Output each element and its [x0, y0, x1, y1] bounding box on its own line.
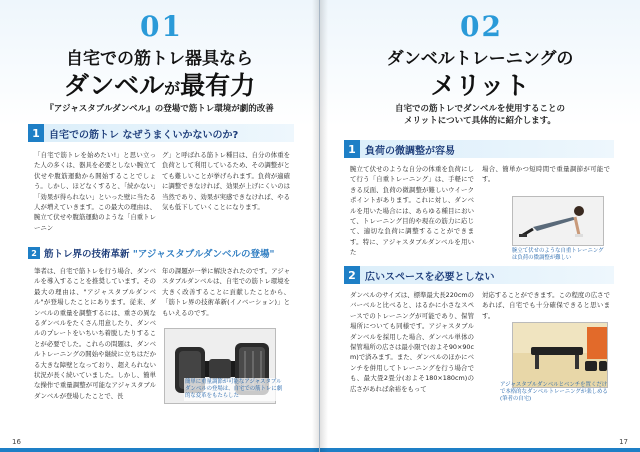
- section-number: 1: [28, 124, 44, 142]
- section-label: 自宅での筋トレ なぜうまくいかないのか?: [49, 129, 239, 141]
- photo-caption: 簡単に重量調節が可能なアジャスタブルダンベルの登場は、自宅での筋トレに劇的な変革をもたらした: [185, 379, 283, 399]
- title-particle: が: [164, 79, 181, 98]
- section-number: 1: [344, 140, 360, 158]
- subsection-heading: [28, 246, 275, 260]
- section-label: 広いスペースを必要としない: [365, 271, 495, 283]
- pushup-image: [513, 197, 604, 246]
- body-text-col1: 腕立て伏せのような自分の体重を負荷にして行う「自重トレーニング」は、手軽にできる反面、負荷の微調整が難しいウイークポイントがあります。これに対し、ダンベルを用いた場合には、あらゆる種目において、トレーニング目的や現在の筋力に応じて、適切な負荷に調整することができます。特に、アジャスタブルダンベルを用いた: [350, 165, 474, 256]
- title-dumbbell: ダンベル: [63, 71, 165, 100]
- footer-bar: [0, 448, 319, 452]
- bench-image: [513, 323, 608, 388]
- page-subtitle-line2: メリットについて具体的に紹介します。: [404, 116, 556, 126]
- body-text-col3: 筆者は、自宅で筋トレを行う場合、ダンベルを導入することを推奨しています。その最大の理由は、"アジャスタブルダンベル"が登場したことにあります。従来、ダンベルの重量を調整するには、重さの異なるダンベルをたくさん用意したり、ダンベルのプレートをいちいち着脱したりすることが必要でした。これらの問題は、ダンベルトレーニングの開始や継続に立ちはだかる大きな障壁となっており、超えられない状況が長く続いていました。しかし、簡単な操作で重量調整が可能なアジャスタブルダンベルが登場したことで、長: [34, 267, 156, 400]
- page-title-line2: メリット: [430, 71, 530, 100]
- section-label: 負荷の微調整が容易: [365, 145, 455, 157]
- page-number: 16: [12, 438, 21, 446]
- section-heading-1: [344, 140, 614, 158]
- title-strongest: 最有力: [180, 71, 256, 100]
- page-number: 17: [619, 438, 628, 446]
- body-text-col3: ダンベルのサイズは、標準最大長220cmのバーベルと比べると、はるかに小さなスペースでのトレーニングが可能であり、保管場所についても同様です。アジャスタブルダンベルを採用した場合、ダンベル単体の保管場所の広さは最小限で(およそ90×90cm)で済みます。また、ダンベルのほかにベンチを併用してトレーニングを行う場合でも、最大畳2畳分(およそ180×180cm)の広さがあれば余裕をもって: [350, 291, 474, 393]
- right-page: [320, 0, 640, 452]
- body-text-col4: 年の課題が一挙に解決されたのです。アジャスタブルダンベルは、自宅での筋トレ環境を大きく改善することに貢献したことから、「筋トレ界の技術革新(イノベーション)」ともいえるのです。: [162, 267, 290, 317]
- photo-caption-2: アジャスタブルダンベルとベンチを置くだけで本格的なダンベルトレーニングが楽しめる(筆者の自宅): [500, 382, 608, 402]
- page-subtitle: 『アジャスタブルダンベル』の登場で筋トレ環境が劇的改善: [45, 104, 274, 114]
- body-text-col1: 「自宅で筋トレを始めたい!」と思い立った人の多くは、器具を必要としない腕立て伏せや腹筋運動から開始することでしょう。しかし、ほどなくすると、「続かない」「効果が得られない」といった壁に当たる人が増えていきます。この最大の理由は、腕立て伏せや腹筋運動のような「自重トレーニン: [34, 151, 156, 232]
- subsection-number: 2: [28, 247, 40, 259]
- section-heading-1: [28, 124, 294, 142]
- pushup-photo: [512, 196, 604, 246]
- chapter-number: 02: [460, 10, 503, 43]
- bench-photo: [512, 322, 608, 388]
- gutter-shadow: [312, 0, 328, 452]
- body-text-col4: 対応することができます。この程度の広さであれば、自宅でも十分確保できると思います。: [482, 291, 610, 320]
- page-title-line1: 自宅での筋トレ器具なら: [66, 49, 253, 69]
- photo-caption-1: 腕立て伏せのような自重トレーニングは負荷の微調整が難しい: [512, 248, 604, 261]
- page-subtitle-line1: 自宅での筋トレでダンベルを使用することの: [394, 104, 566, 114]
- page-title-line1: ダンベルトレーニングの: [386, 49, 574, 69]
- subsection-label: 筋トレ界の技術革新 "アジャスタブルダンベルの登場": [44, 249, 275, 260]
- section-number: 2: [344, 266, 360, 284]
- body-text-col2: 場合、簡単かつ短時間で重量調節が可能です。: [482, 165, 610, 184]
- section-heading-2: [344, 266, 614, 284]
- page-title-line2: [0, 66, 319, 102]
- body-text-col2: グ」と呼ばれる筋トレ種目は、自分の体重を負荷として利用しているため、その調整がとても難しいことが挙げられます。負荷が適確に調整できなければ、効果が上げにくいのは当然であり、効果が実感できなければ、やる気も低下していくことになります。: [162, 151, 290, 212]
- chapter-number: 01: [140, 10, 183, 43]
- footer-bar: [320, 448, 640, 452]
